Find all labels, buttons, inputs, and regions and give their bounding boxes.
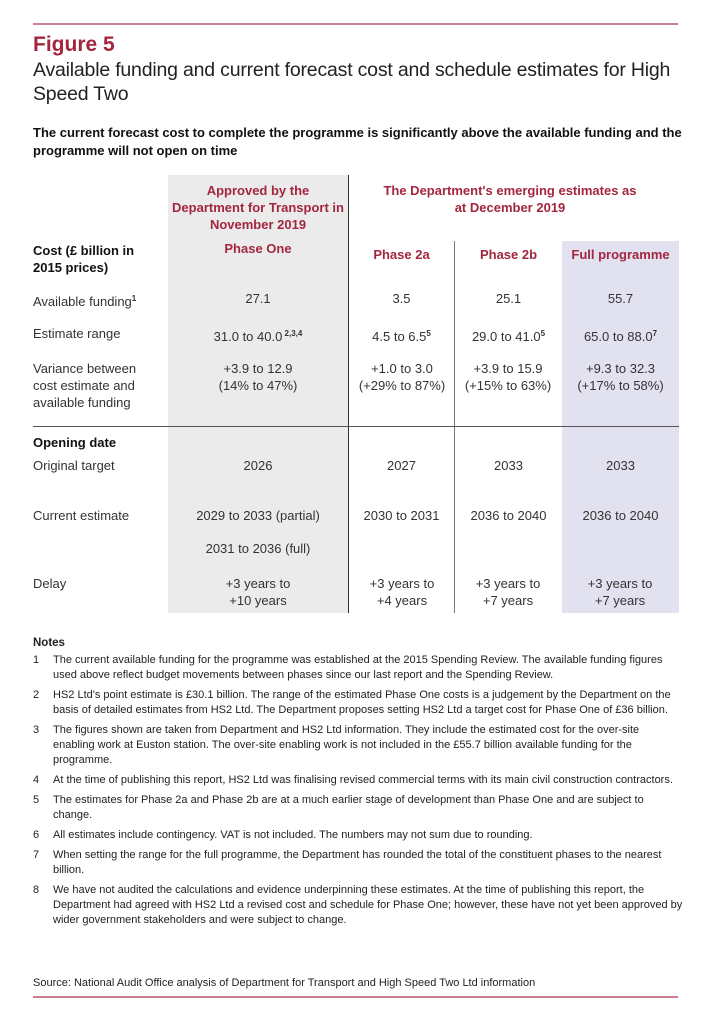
note-number: 7: [33, 849, 40, 861]
note-item: [33, 653, 683, 683]
note-number: 6: [33, 829, 40, 841]
cell: 65.0 to 88.0$^7$: [583, 329, 658, 344]
cell: +1.0 to 3.0 (+29% to 87%): [358, 361, 446, 393]
cell: +3.9 to 15.9 (+15% to 63%): [464, 361, 552, 393]
cell: 27.1: [245, 291, 271, 306]
col-phase-one: Phase One: [224, 241, 292, 256]
col-phase-2b: Phase 2b: [479, 247, 538, 262]
opening-date-label: Opening date: [33, 435, 117, 450]
row-label-current-estimate: Current estimate: [33, 508, 130, 523]
note-number: 2: [33, 689, 40, 701]
cell: 2027: [387, 458, 416, 473]
note-number: 5: [33, 794, 40, 806]
cell: 2031 to 2036 (full): [205, 541, 311, 556]
cell: +3 years to +4 years: [369, 576, 435, 608]
note-item: [33, 773, 683, 788]
row-label-variance: Variance between cost estimate and available funding: [33, 361, 137, 410]
cell: +3 years to +7 years: [475, 576, 541, 608]
cell: 3.5: [392, 291, 411, 306]
cell: 2026: [243, 458, 273, 473]
top-rule: [33, 23, 678, 25]
cost-label: Cost (£ billion in 2015 prices): [33, 243, 135, 275]
row-label-delay: Delay: [33, 576, 67, 591]
note-text: The current available funding for the programme was established at the 2015 Spending Review. The available funding figures used above reflect budget movements between phases since our last report and the Spending Review.: [53, 654, 663, 681]
note-item: [33, 848, 683, 878]
col-phase-2a: Phase 2a: [373, 247, 430, 262]
cell: 2030 to 2031: [363, 508, 440, 523]
note-text: When setting the range for the full programme, the Department has rounded the total of the constituent phases to the nearest billion.: [53, 849, 662, 876]
cell: 29.0 to 41.0$^5$: [471, 329, 546, 344]
cell: 4.5 to $6.5^5$: [372, 329, 431, 344]
col-full-programme: Full programme: [571, 247, 670, 262]
cell: +3.9 to 12.9 (14% to 47%): [218, 361, 298, 393]
section-divider: [33, 426, 679, 427]
cell: 55.7: [607, 291, 634, 306]
notes-section: [33, 636, 683, 933]
cell: +3 years to +7 years: [587, 576, 653, 608]
notes-title: Notes: [33, 637, 65, 649]
note-item: [33, 883, 683, 928]
approved-header: Approved by the Department for Transport in November 2019: [172, 183, 344, 232]
cell: 31.0 to 40.0 $^{2,3,4}$: [213, 329, 303, 344]
figure-title: Available funding and current forecast cost and schedule estimates for High Speed Two: [33, 59, 671, 105]
cell: 2033: [606, 458, 635, 473]
note-text: All estimates include contingency. VAT is not included. The numbers may not sum due to rounding.: [53, 829, 533, 841]
note-text: At the time of publishing this report, HS2 Ltd was finalising revised commercial terms with its main civil construction contractors.: [53, 774, 673, 786]
note-item: [33, 793, 683, 823]
group-divider: [348, 175, 349, 613]
cell: +9.3 to 32.3 (+17% to 58%): [577, 361, 664, 393]
row-label-available-funding: Available funding$^1$: [33, 294, 137, 309]
note-number: 4: [33, 774, 40, 786]
cell: +3 years to +10 years: [225, 576, 291, 608]
emerging-header: The Department's emerging estimates as at December 2019: [383, 183, 637, 215]
cell: 2033: [494, 458, 523, 473]
cell: 25.1: [495, 291, 522, 306]
note-item: [33, 828, 683, 843]
cell: 2036 to 2040: [582, 508, 659, 523]
note-item: [33, 688, 683, 718]
note-text: The estimates for Phase 2a and Phase 2b are at a much earlier stage of development than Phase One and are subject to change.: [53, 794, 644, 821]
cell: 2029 to 2033 (partial): [196, 508, 320, 523]
note-text: The figures shown are taken from Department and HS2 Ltd information. They include the estimated cost for the over-site enabling work at Euston station. The over-site enabling work is not included in the £55.7 billion available funding for the programme.: [53, 724, 640, 766]
note-text: HS2 Ltd's point estimate is £30.1 billion. The range of the estimated Phase One costs is a judgement by the Department on the basis of detailed estimates from HS2 Ltd. The Department proposes setting HS2 Ltd a target cost for Phase One of £36 billion.: [53, 689, 671, 716]
note-number: 3: [33, 724, 40, 736]
note-number: 1: [33, 654, 40, 666]
bottom-rule: [33, 996, 678, 998]
note-item: [33, 723, 683, 768]
figure-label: Figure 5: [33, 33, 115, 56]
row-label-estimate-range: Estimate range: [33, 326, 121, 341]
note-number: 8: [33, 884, 40, 896]
figure-subtitle: The current forecast cost to complete the programme is significantly above the available funding and the programme will not open on time: [33, 125, 682, 158]
note-text: We have not audited the calculations and evidence underpinning these estimates. At the time of publishing this report, the Department had agreed with HS2 Ltd a revised cost and schedule for Phase One; however, these have not yet been approved by wider government stakeholders and were subject to change.: [53, 884, 683, 926]
source-text: Source: National Audit Office analysis of Department for Transport and High Speed Two Ltd information: [33, 977, 536, 989]
cell: 2036 to 2040: [470, 508, 547, 523]
row-label-original-target: Original target: [33, 458, 115, 473]
